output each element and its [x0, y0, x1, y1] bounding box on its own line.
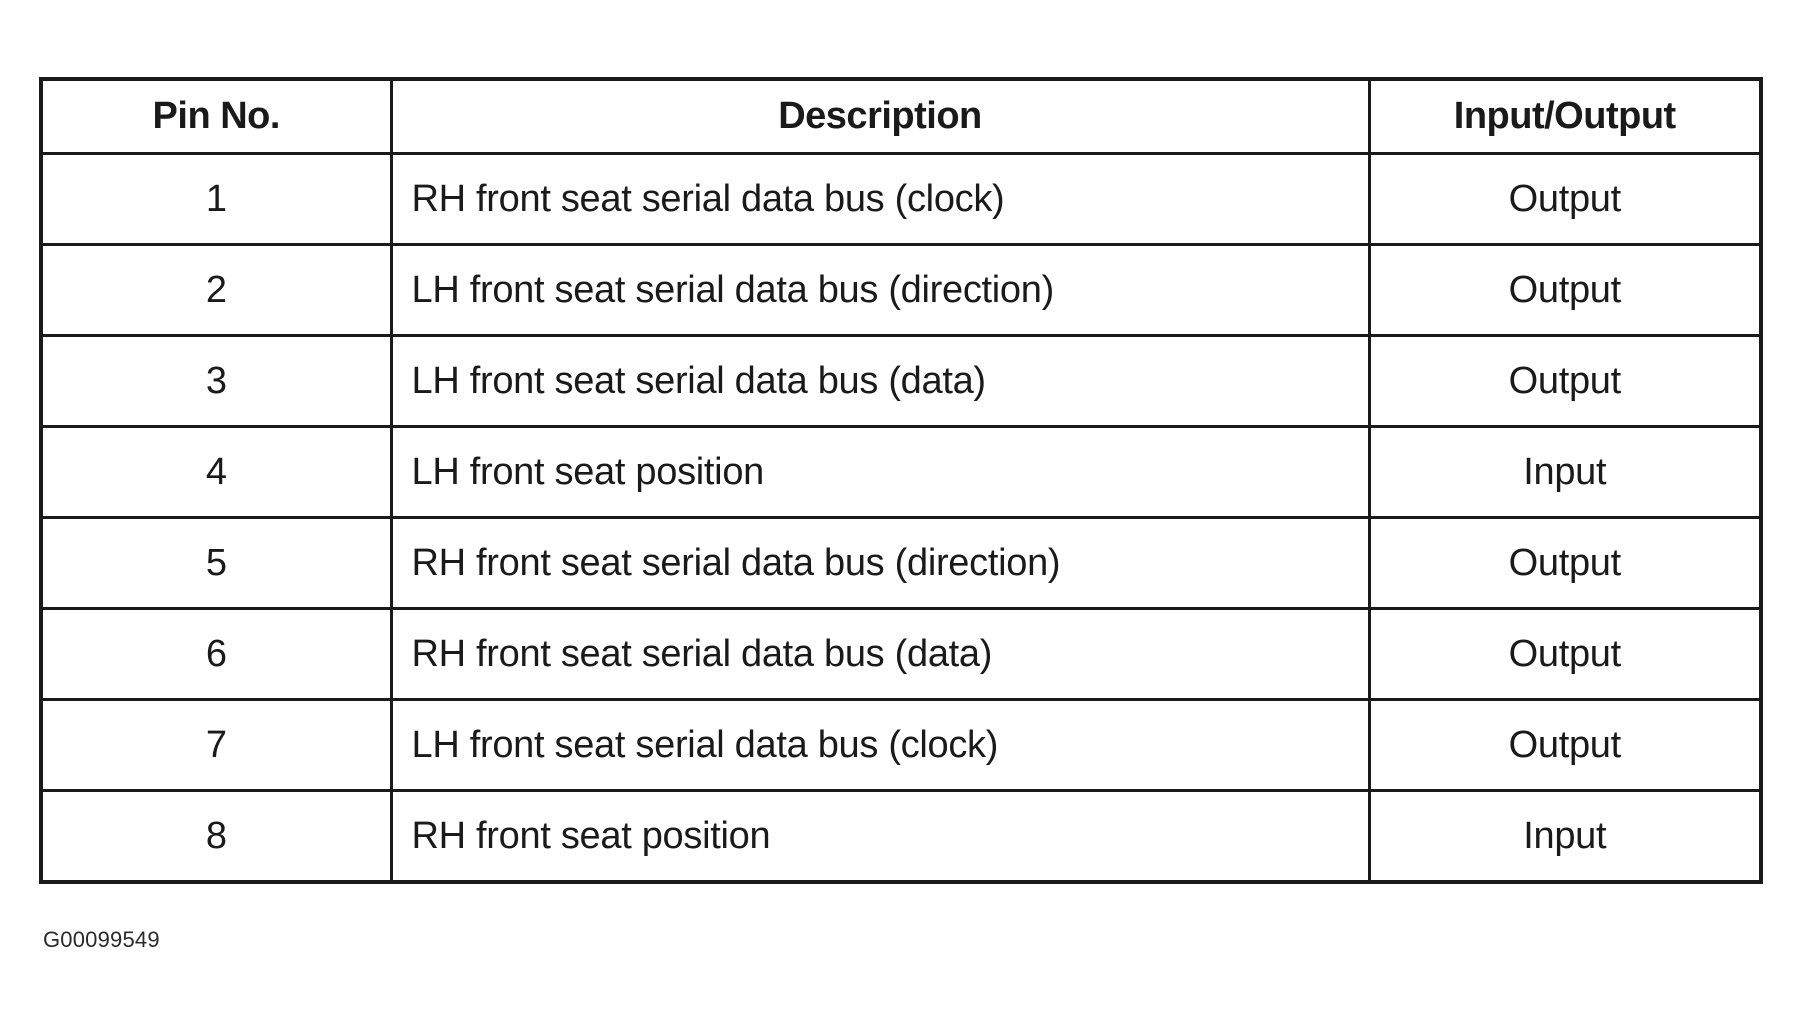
- pin-number-cell: 8: [41, 791, 391, 883]
- io-cell: Input: [1369, 791, 1761, 883]
- table-row: [41, 245, 1761, 336]
- io-cell: Output: [1369, 518, 1761, 609]
- pin-number-cell: 3: [41, 336, 391, 427]
- table-row: [41, 154, 1761, 245]
- description-cell: LH front seat serial data bus (direction): [391, 245, 1369, 336]
- description-cell: LH front seat serial data bus (clock): [391, 700, 1369, 791]
- figure-id: G00099549: [43, 927, 160, 952]
- description-cell: LH front seat serial data bus (data): [391, 336, 1369, 427]
- pin-number-cell: 2: [41, 245, 391, 336]
- table-row: [41, 791, 1761, 883]
- io-cell: Output: [1369, 154, 1761, 245]
- description-cell: RH front seat position: [391, 791, 1369, 883]
- description-cell: RH front seat serial data bus (clock): [391, 154, 1369, 245]
- table-row: [41, 518, 1761, 609]
- io-cell: Input: [1369, 427, 1761, 518]
- description-cell: RH front seat serial data bus (direction): [391, 518, 1369, 609]
- header-input-output: Input/Output: [1369, 79, 1761, 154]
- io-cell: Output: [1369, 245, 1761, 336]
- header-pin-no: Pin No.: [41, 79, 391, 154]
- pin-number-cell: 7: [41, 700, 391, 791]
- table-row: [41, 700, 1761, 791]
- pin-number-cell: 4: [41, 427, 391, 518]
- header-description: Description: [391, 79, 1369, 154]
- pin-number-cell: 6: [41, 609, 391, 700]
- pin-number-cell: 1: [41, 154, 391, 245]
- table-header-row: [41, 79, 1761, 154]
- io-cell: Output: [1369, 609, 1761, 700]
- pin-number-cell: 5: [41, 518, 391, 609]
- description-cell: RH front seat serial data bus (data): [391, 609, 1369, 700]
- table-row: [41, 427, 1761, 518]
- io-cell: Output: [1369, 336, 1761, 427]
- table-row: [41, 336, 1761, 427]
- pin-table: [39, 77, 1763, 884]
- io-cell: Output: [1369, 700, 1761, 791]
- table-row: [41, 609, 1761, 700]
- description-cell: LH front seat position: [391, 427, 1369, 518]
